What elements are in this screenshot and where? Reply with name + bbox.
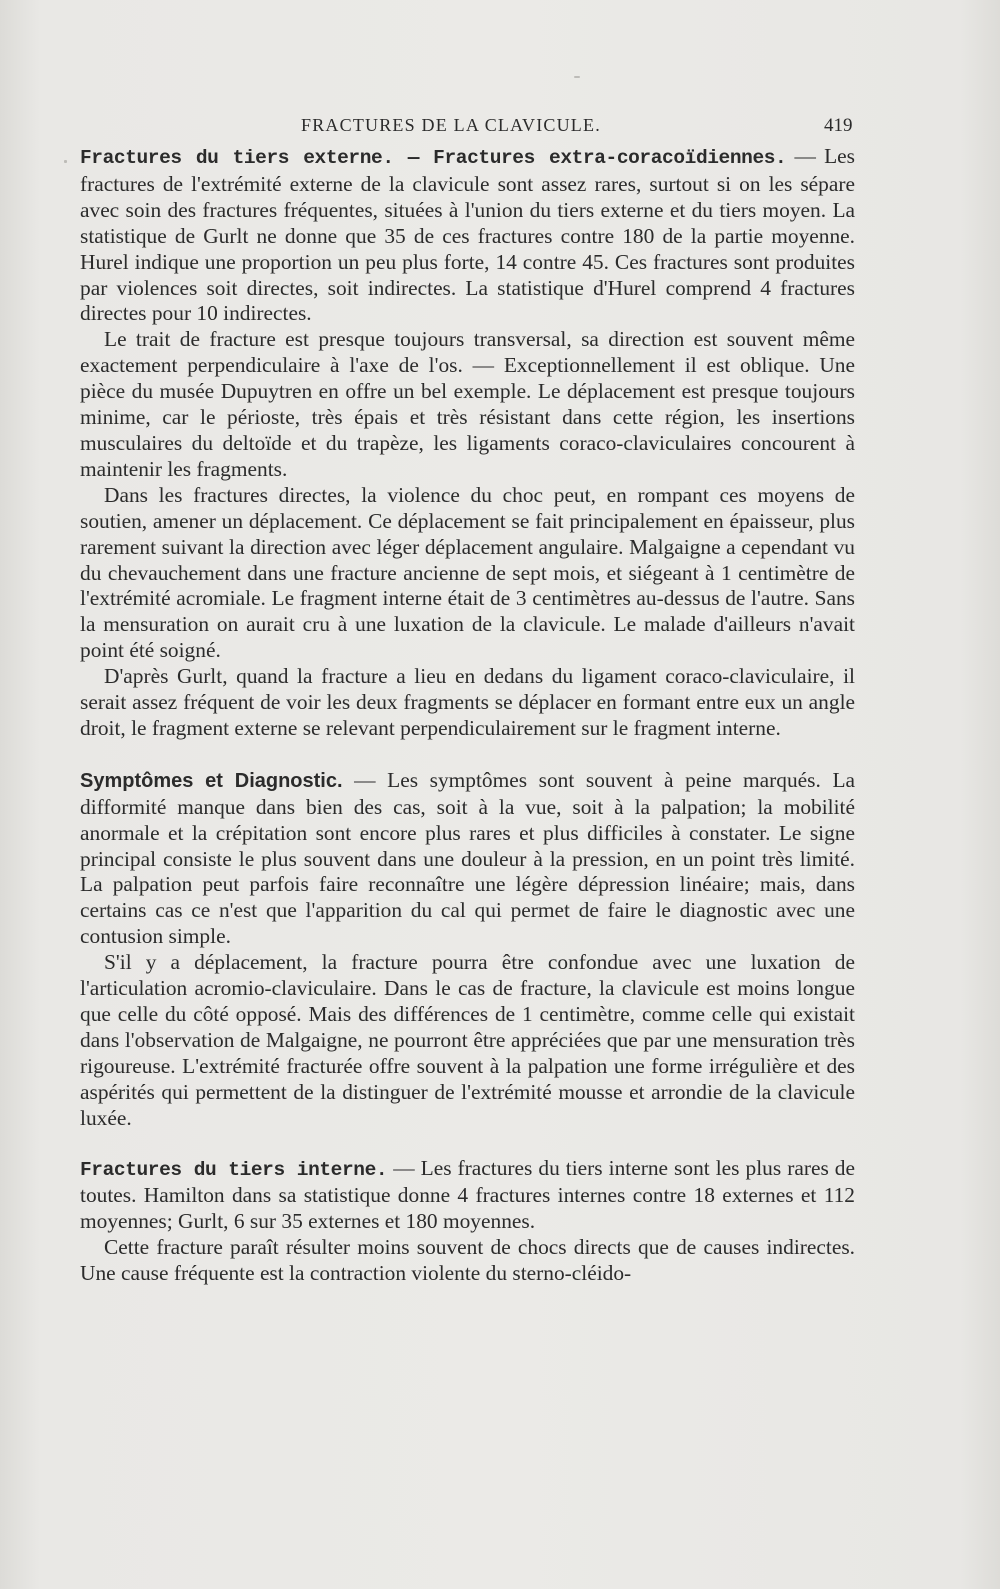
paragraph-tiers-externe-2: Le trait de fracture est presque toujours transversal, sa direction est souvent même exactement perpendiculaire à l'axe de l'os. — Exceptionnellement il est oblique. Une pièce du musée Dupuytren en offre un bel exemple. Le déplacement est presque toujours minime, car le périoste, très épais et très résistant dans cette région, les insertions musculaires du deltoïde et du trapèze, les ligaments coraco-claviculaires concourent à maintenir les fragments. bbox=[80, 327, 855, 481]
section-heading-tiers-interne: Fractures du tiers interne. bbox=[80, 1158, 388, 1181]
paragraph-text: — Les symptômes sont souvent à peine marqués. La difformité manque dans bien des cas, soit à la vue, soit à la palpation; la mobilité anormale et la crépitation sont encore plus rares et plus difficiles à constater. Le signe principal consiste le plus souvent dans une douleur à la pression, en un point très limité. La palpation peut parfois faire reconnaître une légère dépression linéaire; mais, dans certains cas ce n'est que l'apparition du cal qui permet de faire le diagnostic avec une contusion simple. bbox=[80, 767, 856, 949]
paragraph-symptomes-1 bbox=[80, 768, 855, 950]
body-text bbox=[80, 144, 855, 1287]
section-gap bbox=[80, 1132, 855, 1156]
paragraph-tiers-externe-1 bbox=[80, 144, 855, 327]
paper-speck bbox=[64, 160, 67, 163]
paragraph-tiers-externe-3: Dans les fractures directes, la violence du choc peut, en rompant ces moyens de soutien, amener un déplacement. Ce déplacement se fait principalement en épaisseur, plus rarement suivant la direction avec léger déplacement angulaire. Malgaigne a cependant vu du chevauchement dans une fracture ancienne de sept mois, et siégeant à 1 centimètre de l'extrémité acromiale. Le fragment interne était de 3 centimètres au-dessus de l'autre. Sans la mensuration on aurait cru à une luxation de la clavicule. Le malade d'ailleurs n'avait point été soigné. bbox=[80, 482, 855, 663]
paragraph-text: — Les fractures du tiers interne sont les plus rares de toutes. Hamilton dans sa statistique donne 4 fractures internes contre 18 externes et 112 moyennes; Gurlt, 6 sur 35 externes et 180 moyennes. bbox=[80, 1155, 855, 1234]
paper-speck bbox=[574, 76, 580, 78]
paragraph-tiers-interne-2: Cette fracture paraît résulter moins souvent de chocs directs que de causes indirectes. Une cause fréquente est la contraction violente du sterno-cléido- bbox=[80, 1235, 855, 1286]
paragraph-tiers-externe-4: D'après Gurlt, quand la fracture a lieu en dedans du ligament coraco-claviculaire, il serait assez fréquent de voir les deux fragments se déplacer en formant entre eux un angle droit, le fragment externe se relevant perpendiculairement sur le fragment interne. bbox=[80, 664, 855, 740]
paragraph-symptomes-2: S'il y a déplacement, la fracture pourra être confondue avec une luxation de l'articulation acromio-claviculaire. Dans le cas de fracture, la clavicule est moins longue que celle du côté opposé. Mais des différences de 1 centimètre, comme celle qui existait dans l'observation de Malgaigne, ne pourront être appréciées que par une mensuration très rigoureuse. L'extrémité fracturée offre souvent à la palpation une forme irrégulière et des aspérités qui permettent de la distinguer de l'extrémité mousse et arrondie de la clavicule luxée. bbox=[80, 950, 855, 1130]
section-gap bbox=[80, 742, 855, 768]
paragraph-text: — Les fractures de l'extrémité externe de la clavicule sont assez rares, surtout si on les sépare avec soin des fractures fréquentes, situées à l'union du tiers externe et du tiers moyen. La statistique de Gurlt ne donne que 35 de ces fractures contre 180 de la partie moyenne. Hurel indique une proportion un peu plus forte, 14 contre 45. Ces fractures sont produites par violences soit directes, soit indirectes. La statistique d'Hurel comprend 4 fractures directes pour 10 indirectes. bbox=[80, 144, 855, 326]
running-head bbox=[0, 115, 1000, 139]
page-number: 419 bbox=[824, 115, 853, 136]
running-title: FRACTURES DE LA CLAVICULE. bbox=[301, 115, 601, 135]
section-heading-tiers-externe: Fractures du tiers externe. — Fractures extra-coracoïdiennes. bbox=[80, 147, 787, 169]
section-heading-symptomes: Symptômes et Diagnostic. bbox=[80, 769, 343, 792]
paragraph-tiers-interne-1 bbox=[80, 1156, 855, 1236]
